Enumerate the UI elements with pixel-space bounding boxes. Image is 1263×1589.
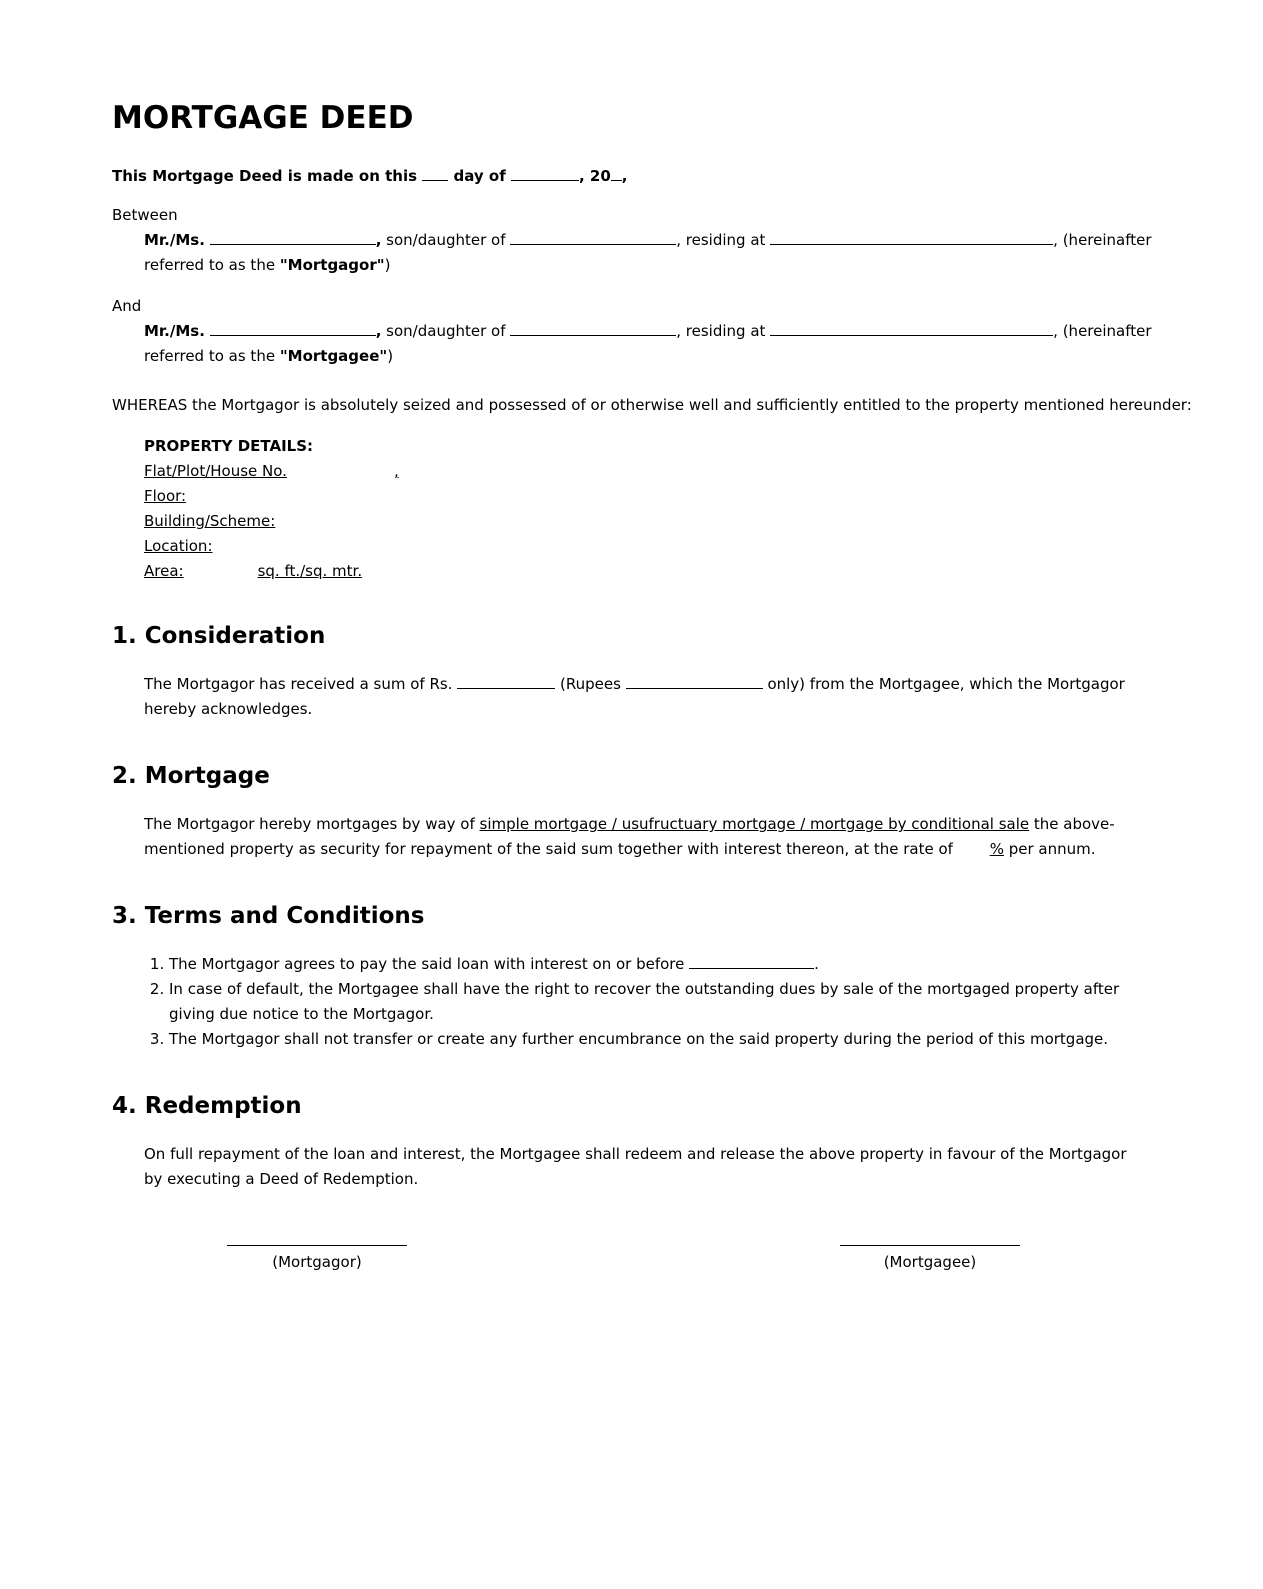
location-label: Location: bbox=[144, 537, 213, 555]
terms-list bbox=[112, 952, 1132, 1052]
building-label: Building/Scheme: bbox=[144, 512, 276, 530]
mortgagee-name-blank bbox=[210, 320, 376, 336]
intro-text-2: day of bbox=[448, 167, 511, 185]
between-label: Between bbox=[112, 206, 178, 224]
mortgagee-party bbox=[112, 319, 1152, 369]
property-heading: PROPERTY DETAILS: bbox=[144, 437, 314, 455]
mortgagor-comma: , bbox=[375, 231, 382, 249]
mortgage-text-2: the above-mentioned property as security for repayment of the said sum together with interest thereon, at the rate of bbox=[144, 815, 1115, 858]
mortgagor-parent-blank bbox=[510, 229, 676, 245]
mortgage-text-1: The Mortgagor hereby mortgages by way of bbox=[144, 815, 480, 833]
intro-text-4: , bbox=[621, 167, 628, 185]
mortgagee-signature-line bbox=[840, 1230, 1020, 1246]
mortgagor-son-daughter: son/daughter of bbox=[381, 231, 511, 249]
flat-suffix: , bbox=[393, 462, 399, 480]
document-title: MORTGAGE DEED bbox=[112, 100, 414, 136]
document-page bbox=[112, 96, 1192, 1192]
section-consideration-heading: 1. Consideration bbox=[112, 623, 326, 649]
section-redemption-body: On full repayment of the loan and interest, the Mortgagee shall redeem and release the above property in favour of the Mortgagor by executing a Deed of Redemption. bbox=[144, 1145, 1127, 1188]
mortgagor-signature-line bbox=[227, 1230, 407, 1246]
mortgagor-title-prefix: Mr./Ms. bbox=[144, 231, 205, 249]
term-1-text: The Mortgagor agrees to pay the said loan with interest on or before bbox=[169, 955, 690, 973]
list-item: 3. The Mortgagor shall not transfer or create any further encumbrance on the said property during the period of this mortgage. bbox=[169, 1027, 1132, 1052]
mortgagor-address-blank bbox=[770, 229, 1053, 245]
property-building bbox=[144, 509, 1132, 534]
mortgagee-title-prefix: Mr./Ms. bbox=[144, 322, 205, 340]
term-1-end: . bbox=[814, 955, 819, 973]
mortgagee-son-daughter: son/daughter of bbox=[381, 322, 511, 340]
intro-text-3: , 20 bbox=[578, 167, 611, 185]
and-label: And bbox=[112, 297, 142, 315]
floor-label: Floor: bbox=[144, 487, 187, 505]
mortgagor-name-blank bbox=[210, 229, 376, 245]
mortgagee-residing-at: , residing at bbox=[676, 322, 771, 340]
mortgagor-close: ) bbox=[384, 256, 391, 274]
mortgagee-address-blank bbox=[770, 320, 1053, 336]
year-blank bbox=[611, 165, 622, 181]
section-terms-heading: 3. Terms and Conditions bbox=[112, 903, 425, 929]
section-redemption-heading: 4. Redemption bbox=[112, 1093, 302, 1119]
mortgagee-term: "Mortgagee" bbox=[279, 347, 388, 365]
whereas-clause: WHEREAS the Mortgagor is absolutely seized and possessed of or otherwise well and sufficiently entitled to the property mentioned hereunder: bbox=[112, 396, 1192, 414]
list-item bbox=[169, 952, 1132, 977]
intro-line bbox=[112, 164, 1132, 189]
property-floor bbox=[144, 484, 1132, 509]
property-location bbox=[144, 534, 1132, 559]
amount-words-blank bbox=[626, 673, 763, 689]
flat-label: Flat/Plot/House No. bbox=[144, 462, 287, 480]
month-blank bbox=[511, 165, 579, 181]
amount-blank bbox=[457, 673, 555, 689]
mortgagee-signature-label: (Mortgagee) bbox=[883, 1253, 977, 1271]
mortgagor-signature-label: (Mortgagor) bbox=[272, 1253, 362, 1271]
mortgagee-referred: referred to as the bbox=[144, 347, 280, 365]
mortgagee-comma: , bbox=[375, 322, 382, 340]
area-unit: sq. ft./sq. mtr. bbox=[257, 562, 363, 580]
signature-block bbox=[0, 1230, 1263, 1290]
list-item: 2. In case of default, the Mortgagee shall have the right to recover the outstanding dues by sale of the mortgaged property after giving due notice to the Mortgagor. bbox=[169, 977, 1132, 1027]
property-area bbox=[144, 559, 1132, 584]
mortgagor-signature bbox=[227, 1230, 407, 1275]
percent-sign: % bbox=[989, 840, 1004, 858]
due-date-blank bbox=[689, 953, 814, 969]
mortgagor-term: "Mortgagor" bbox=[279, 256, 385, 274]
intro-text-1: This Mortgage Deed is made on this bbox=[112, 167, 423, 185]
section-mortgage-heading: 2. Mortgage bbox=[112, 763, 270, 789]
section-mortgage-body bbox=[112, 812, 1132, 862]
interest-rate bbox=[958, 840, 1004, 858]
section-consideration-body bbox=[112, 672, 1132, 722]
mortgagee-close: ) bbox=[387, 347, 394, 365]
mortgagee-hereinafter: , (hereinafter bbox=[1053, 322, 1152, 340]
day-blank bbox=[422, 165, 448, 181]
mortgagor-residing-at: , residing at bbox=[676, 231, 771, 249]
mortgagor-hereinafter: , (hereinafter bbox=[1053, 231, 1152, 249]
property-details bbox=[112, 434, 1132, 584]
mortgagor-referred: referred to as the bbox=[144, 256, 280, 274]
consideration-text-1: The Mortgagor has received a sum of Rs. bbox=[144, 675, 458, 693]
consideration-text-3: only) from the Mortgagee, which the Mortgagor hereby acknowledges. bbox=[144, 675, 1125, 718]
mortgagee-signature bbox=[840, 1230, 1020, 1275]
consideration-text-2: (Rupees bbox=[555, 675, 626, 693]
mortgage-text-3: per annum. bbox=[1003, 840, 1096, 858]
area-label: Area: bbox=[144, 562, 184, 580]
property-flat bbox=[144, 459, 1132, 484]
mortgagor-party bbox=[112, 228, 1152, 278]
mortgagee-parent-blank bbox=[510, 320, 676, 336]
mortgage-type-options: simple mortgage / usufructuary mortgage / mortgage by conditional sale bbox=[479, 815, 1030, 833]
